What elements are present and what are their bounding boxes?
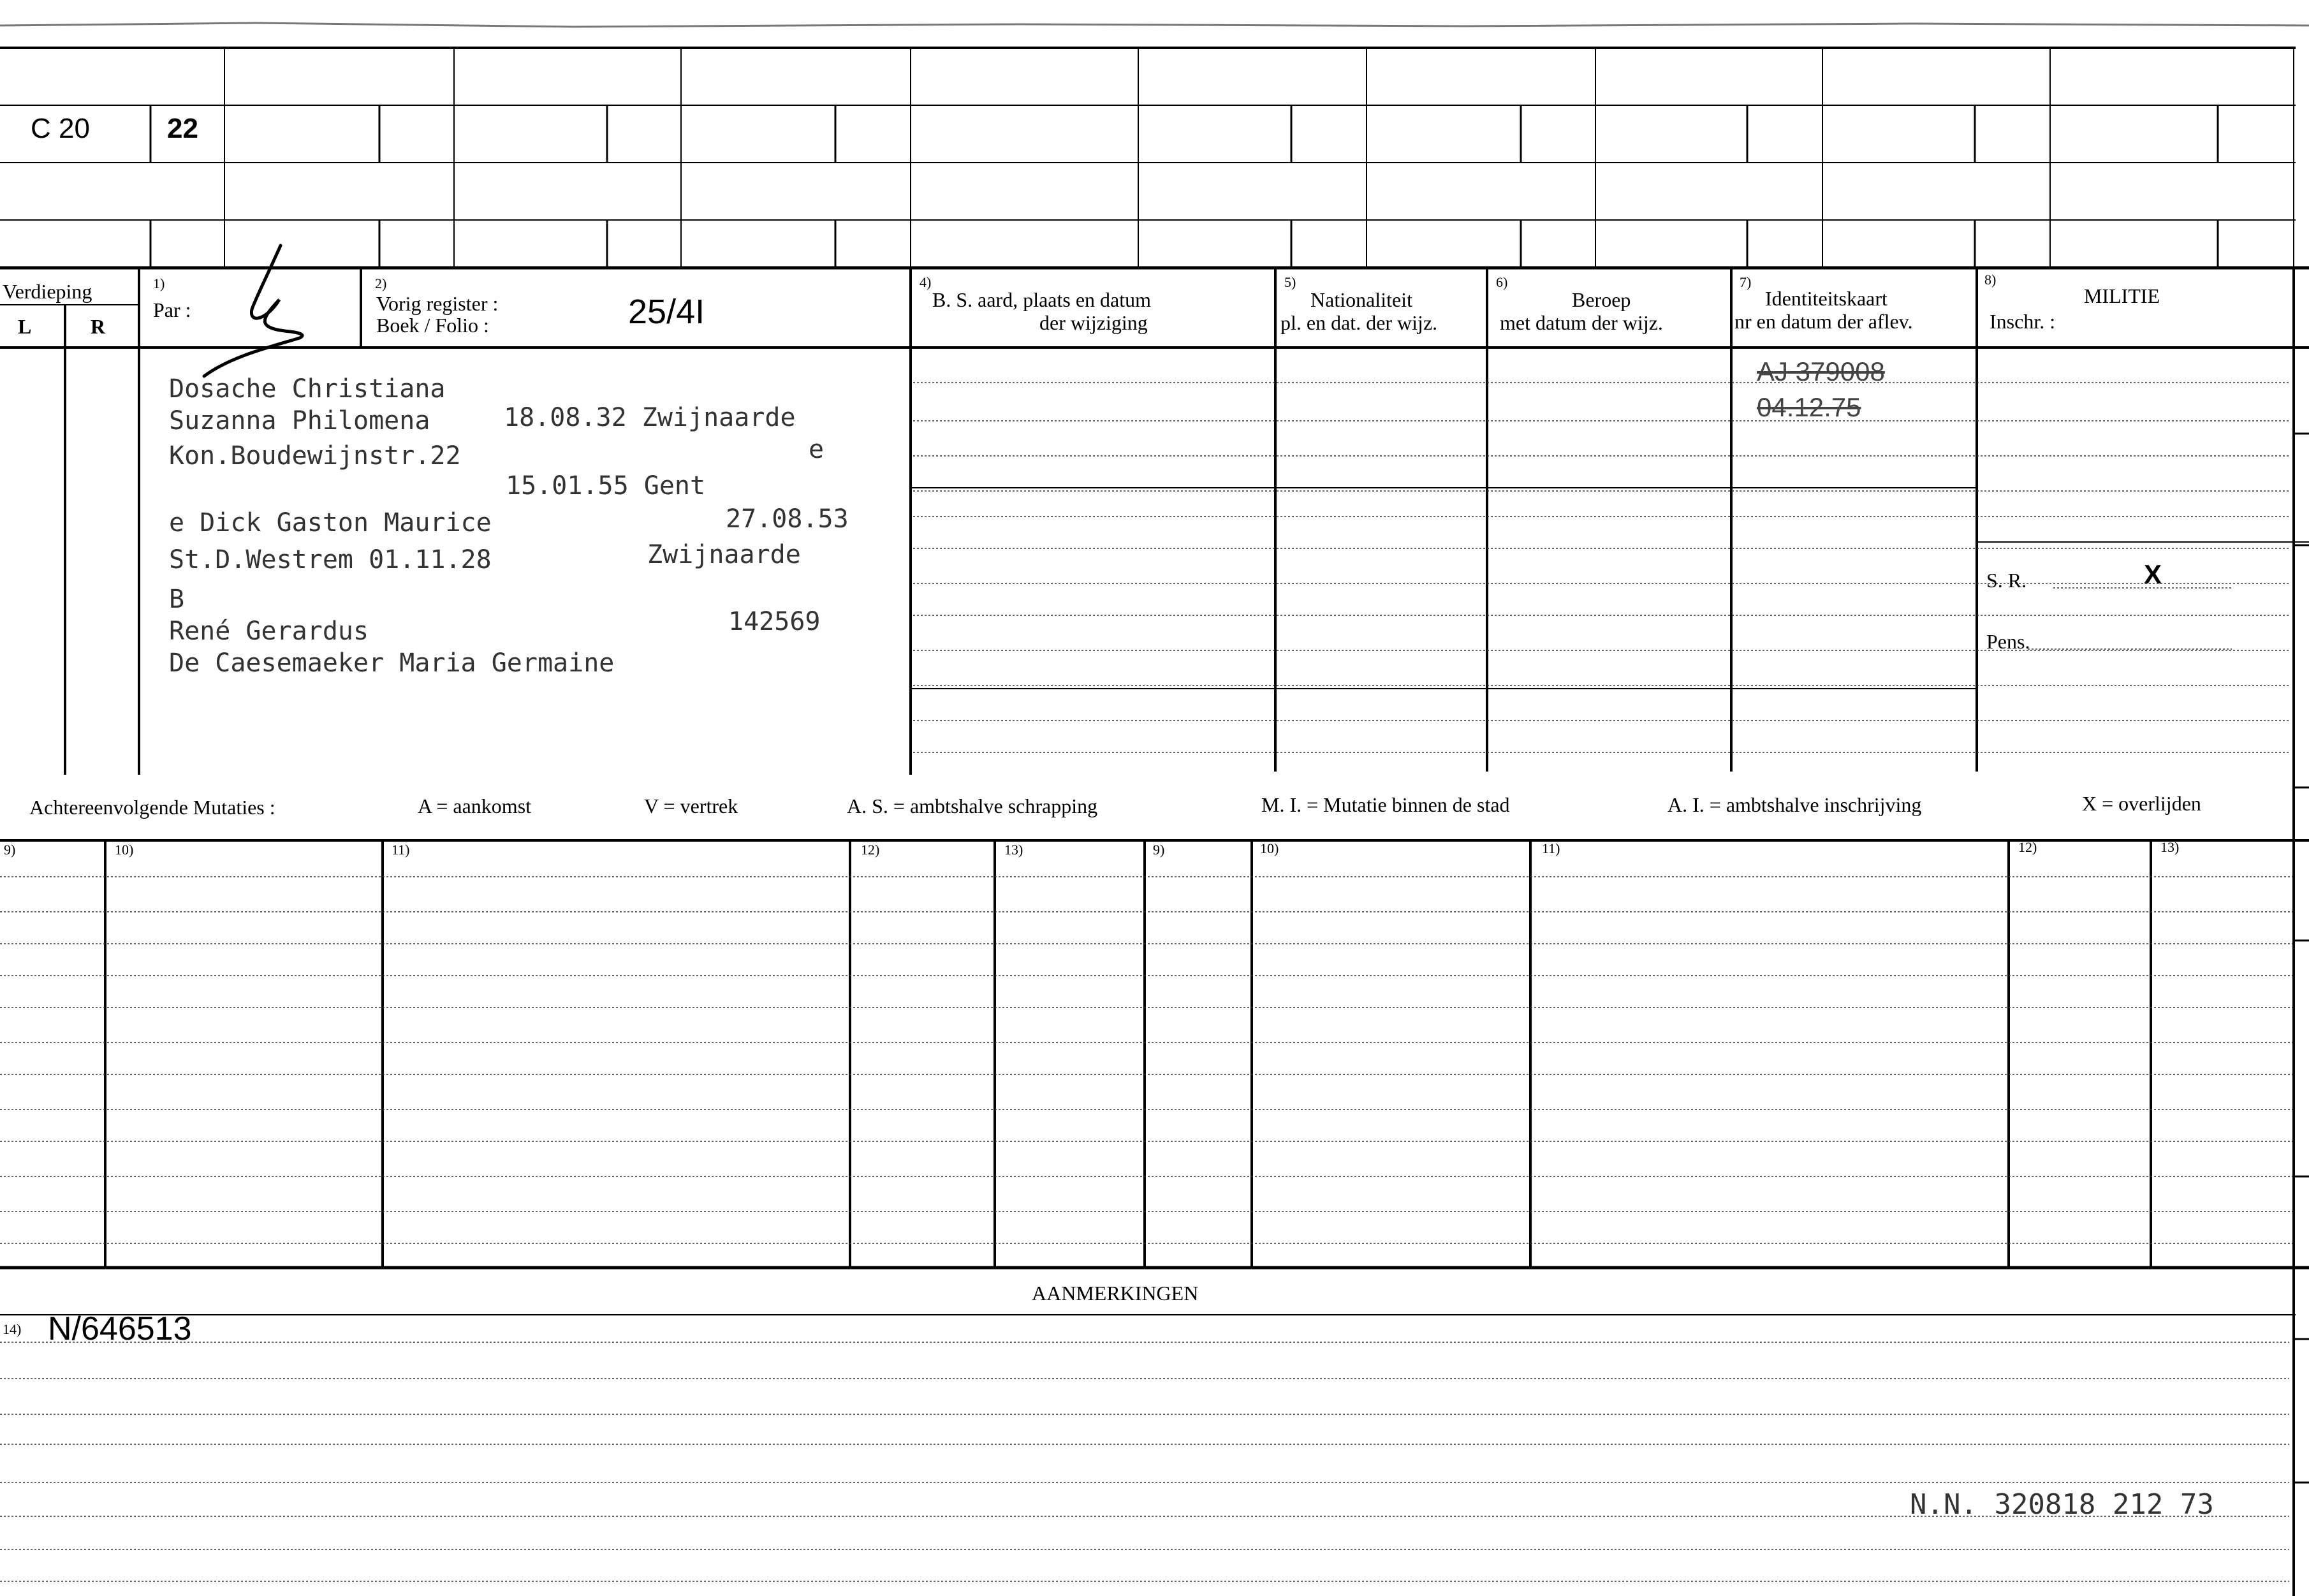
marriage-entry: 15.01.55 Gent [506, 471, 706, 501]
beroep-line2: met datum der wijz. [1500, 311, 1663, 334]
legend-aankomst: A = aankomst [418, 794, 532, 817]
col-r-label: R [91, 315, 106, 338]
mutation-col-label: 10) [115, 842, 134, 858]
par-label: Par : [153, 298, 191, 321]
note-1: 1) [153, 275, 165, 291]
legend-vertrek: V = vertrek [644, 794, 738, 817]
note-5: 5) [1284, 274, 1296, 290]
verdieping-label: Verdieping [3, 280, 92, 303]
legend-overlijden: X = overlijden [2082, 792, 2201, 815]
pens-label: Pens. [1986, 630, 2030, 653]
person-line: Kon.Boudewijnstr.22 [169, 441, 461, 471]
mutation-col-label: 13) [2160, 839, 2180, 855]
spouse-date: 27.08.53 [726, 504, 849, 534]
block-number: 22 [167, 113, 198, 144]
note-4: 4) [920, 274, 932, 290]
mutation-col-label: 9) [1153, 842, 1165, 858]
bs-header-line1: B. S. aard, plaats en datum [932, 288, 1152, 311]
id-card-line1: Identiteitskaart [1765, 287, 1888, 310]
inschr-label: Inschr. : [1990, 310, 2056, 333]
spouse-place: Zwijnaarde [647, 540, 801, 569]
block-code: C 20 [31, 113, 90, 144]
vorig-register-label: Vorig register : [376, 292, 499, 315]
sr-label: S. R. [1986, 569, 2027, 592]
mutation-col-label: 10) [1260, 840, 1279, 856]
sr-value: X [2144, 559, 2162, 589]
person-line: e Dick Gaston Maurice [169, 508, 492, 538]
note-8: 8) [1984, 272, 1997, 288]
person-line: De Caesemaeker Maria Germaine [169, 648, 615, 678]
note-2: 2) [375, 275, 387, 291]
person-number: 142569 [728, 607, 821, 636]
beroep-line1: Beroep [1572, 288, 1631, 311]
legend-mutatie: M. I. = Mutatie binnen de stad [1261, 793, 1510, 816]
birth-entry: 18.08.32 Zwijnaarde [504, 403, 796, 432]
person-line: Dosache Christiana [169, 374, 446, 404]
person-line: St.D.Westrem 01.11.28 [169, 545, 492, 575]
mutation-col-label: 12) [861, 842, 880, 858]
person-line: Suzanna Philomena [169, 406, 430, 436]
legend-inschrijving: A. I. = ambtshalve inschrijving [1668, 793, 1922, 816]
note-7: 7) [1740, 274, 1752, 290]
e-mark: e [809, 435, 825, 464]
person-line: B [169, 585, 185, 614]
id-card-date: 04.12.75 [1757, 392, 1861, 422]
remarks-title: AANMERKINGEN [1032, 1282, 1199, 1305]
boek-folio-label: Boek / Folio : [376, 314, 489, 337]
mutation-col-label: 11) [392, 842, 410, 858]
remarks-code: N/646513 [48, 1310, 192, 1347]
mutations-title: Achtereenvolgende Mutaties : [29, 796, 275, 819]
id-card-number: AJ 379008 [1757, 356, 1885, 386]
person-line: René Gerardus [169, 617, 369, 646]
boek-folio-value: 25/4I [628, 293, 705, 331]
militie-label: MILITIE [2084, 284, 2160, 307]
note-6: 6) [1496, 274, 1508, 290]
bs-header-line2: der wijziging [1039, 311, 1148, 334]
national-number: N.N. 320818 212 73 [1910, 1488, 2214, 1521]
col-l-label: L [18, 315, 32, 338]
nationaliteit-line2: pl. en dat. der wijz. [1280, 311, 1438, 334]
mutation-col-label: 13) [1004, 842, 1023, 858]
nationaliteit-line1: Nationaliteit [1310, 288, 1412, 311]
mutation-col-label: 12) [2018, 839, 2037, 855]
note-14: 14) [3, 1321, 22, 1337]
id-card-line2: nr en datum der aflev. [1734, 310, 1913, 333]
mutation-col-label: 11) [1542, 840, 1560, 856]
legend-schrapping: A. S. = ambtshalve schrapping [847, 794, 1098, 817]
mutation-col-label: 9) [4, 842, 16, 858]
